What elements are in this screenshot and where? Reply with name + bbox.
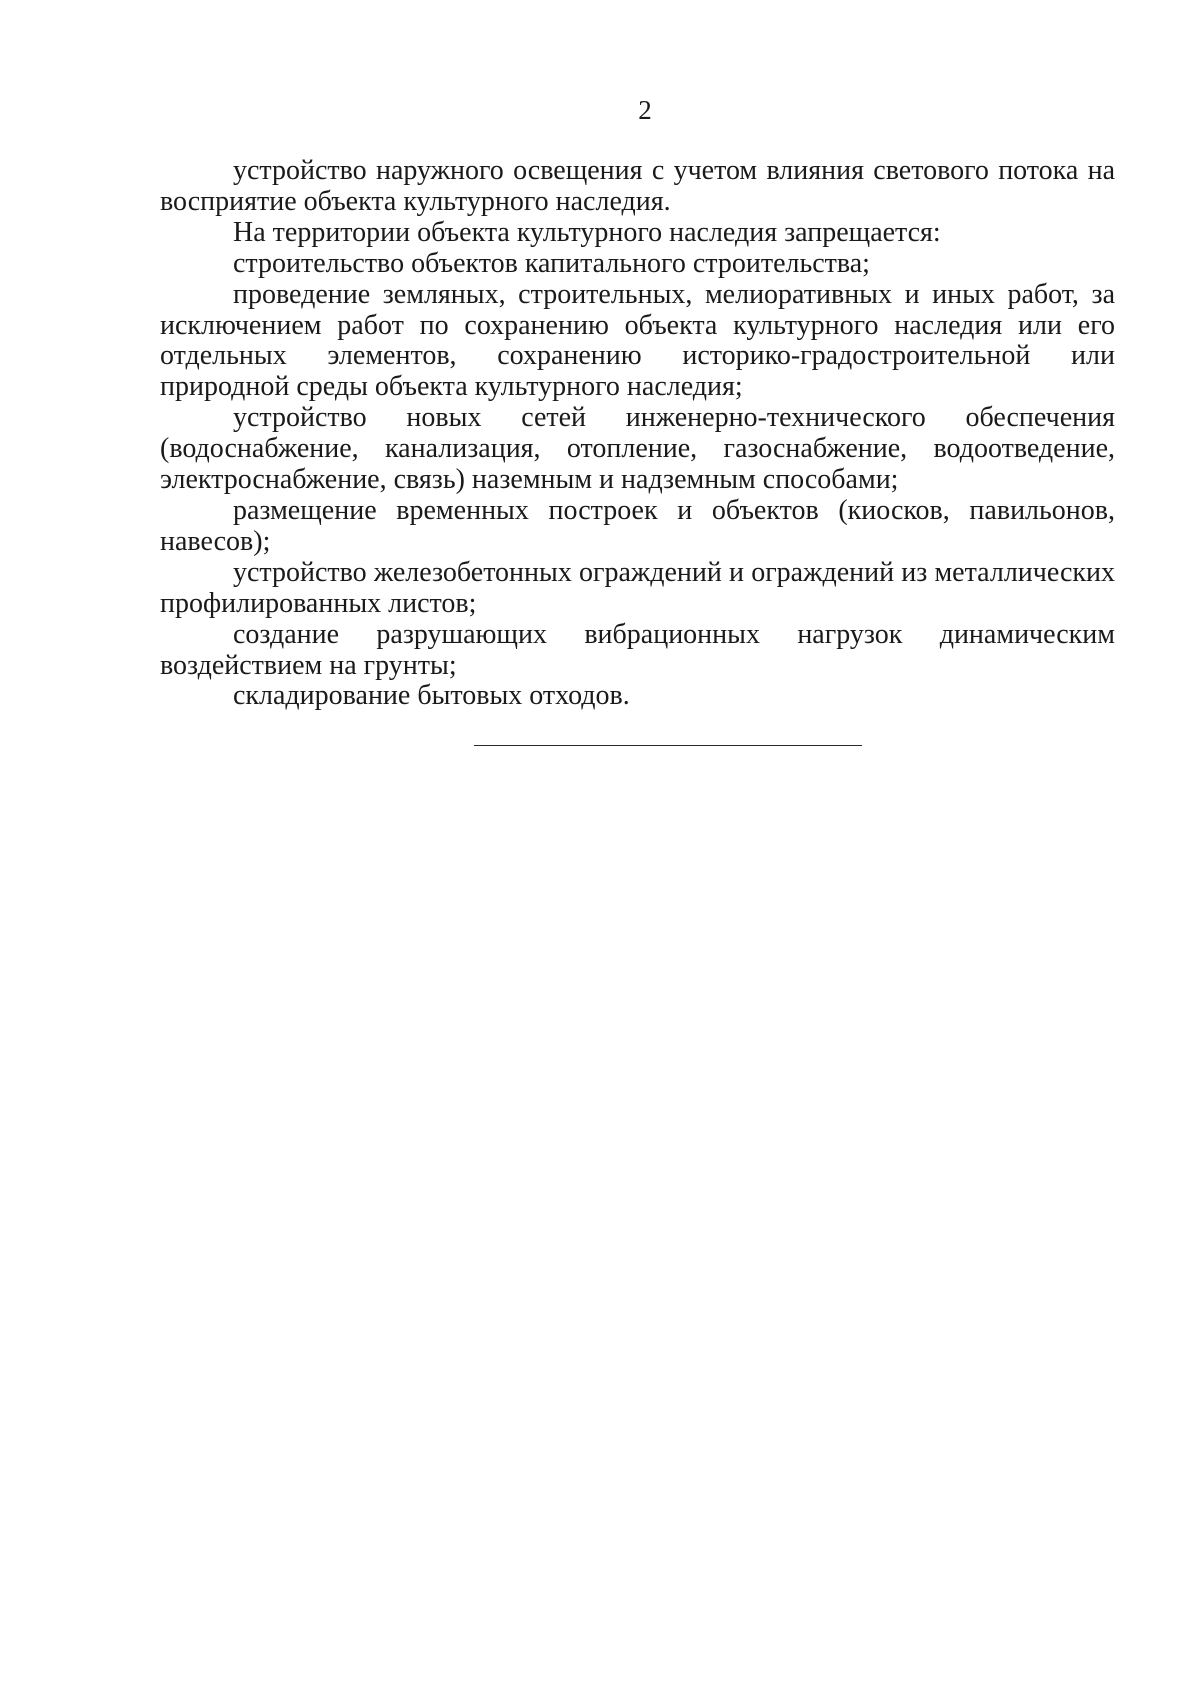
paragraph-fences: устройство железобетонных ограждений и ограждений из металлических профилированных листов; bbox=[160, 556, 1115, 619]
paragraph-capital-construction: строительство объектов капитального строительства; bbox=[233, 247, 870, 279]
page-number: 2 bbox=[638, 95, 652, 125]
paragraph-outdoor-lighting: устройство наружного освещения с учетом влияния светового потока на восприятие объекта культурного наследия. bbox=[160, 155, 1115, 217]
end-of-document-rule bbox=[474, 745, 862, 746]
paragraph-vibration-loads: создание разрушающих вибрационных нагрузок динамическим воздействием на грунты; bbox=[160, 618, 1115, 681]
paragraph-earthworks: проведение земляных, строительных, мелиоративных и иных работ, за исключением работ по сохранению объекта культурного наследия или его отдельных элементов, сохранению историко-градостроительной или природной среды объекта культурного наследия; bbox=[160, 278, 1115, 403]
document-body bbox=[160, 156, 1115, 712]
paragraph-temporary-structures: размещение временных построек и объектов (киосков, павильонов, навесов); bbox=[160, 494, 1115, 557]
paragraph-engineering-networks: устройство новых сетей инженерно-технического обеспечения (водоснабжение, канализация, отопление, газоснабжение, водоотведение, электроснабжение, связь) наземным и надземным способами; bbox=[160, 402, 1115, 496]
paragraph-prohibited-heading: На территории объекта культурного наследия запрещается: bbox=[233, 216, 941, 248]
paragraph-waste-storage: складирование бытовых отходов. bbox=[233, 680, 630, 712]
